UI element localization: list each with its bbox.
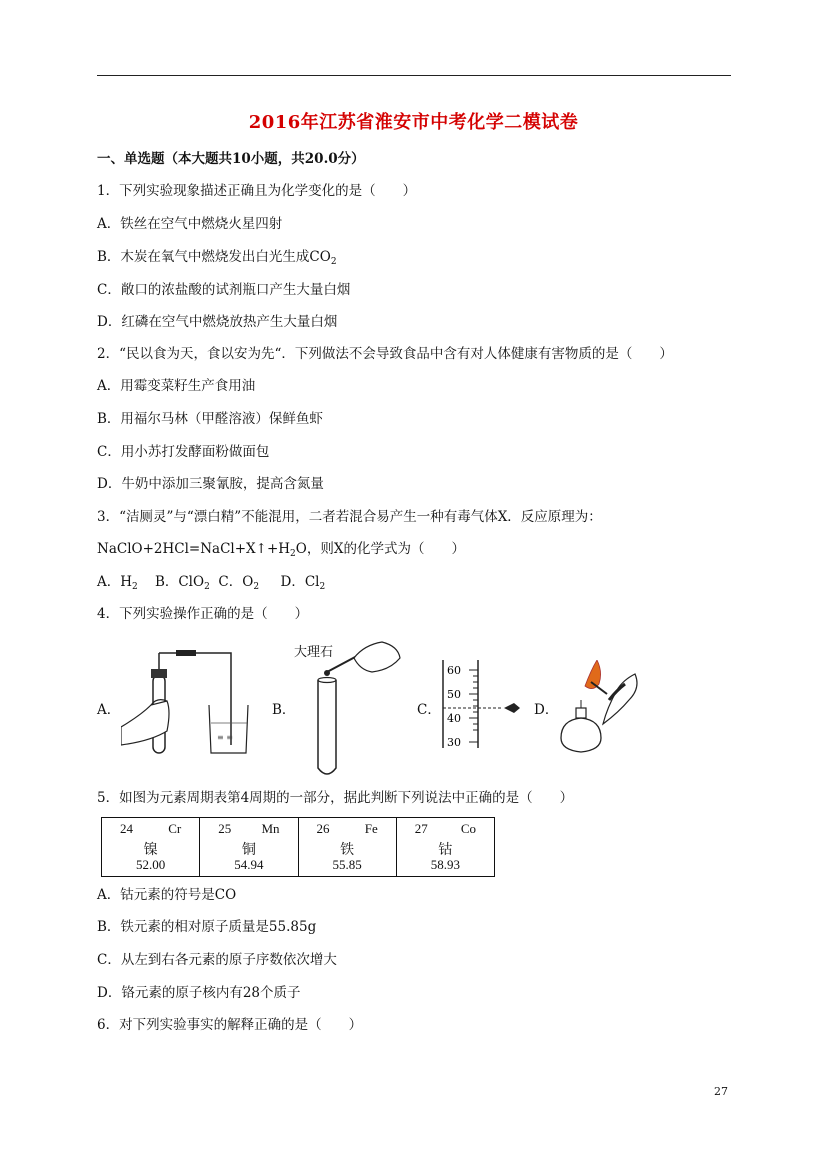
q3-option-b: B．ClO$_2$: [154, 574, 210, 592]
header-rule: [97, 75, 731, 76]
tick-label: 60: [447, 664, 461, 677]
marble-label: 大理石: [294, 645, 334, 660]
eye-icon: [504, 703, 520, 713]
page-title: 2016年江苏省淮安市中考化学二模试卷: [248, 112, 579, 133]
cylinder-ticks: [469, 670, 478, 742]
q3-option-a: A．$H_2$: [97, 574, 138, 592]
q5-option-d: D．铬元素的原子核内有28个质子: [97, 985, 301, 1001]
q4-label-a: A．: [97, 702, 121, 718]
q2-option-a: A．用霉变菜籽生产食用油: [97, 378, 256, 394]
q5-stem: 5．如图为元素周期表第4周期的一部分，据此判断下列说法中正确的是（ ）: [97, 790, 574, 806]
q3-option-c: C．$O_2$: [218, 574, 260, 592]
q3-stem: 3．“洁厕灵”与“漂白精”不能混用，二者若混合易产生一种有毒气体X．反应原理为：: [97, 509, 602, 525]
periodic-table-excerpt: [101, 817, 495, 877]
airtightness-check-figure: [121, 645, 251, 760]
graduated-cylinder-figure: [442, 660, 532, 750]
element-cell: 24 Cr 镍 52.00: [102, 818, 200, 876]
section-heading: 一、单选题（本大题共10小题，共20.0分）: [97, 151, 365, 167]
q2-stem: 2．“民以食为天，食以安为先“．下列做法不会导致食品中含有对人体健康有害物质的是（ ）: [97, 346, 673, 362]
q1-option-d: D．红磷在空气中燃烧放热产生大量白烟: [97, 314, 338, 330]
element-cell: 25 Mn 铜 54.94: [200, 818, 298, 876]
q1-stem: 1．下列实验现象描述正确且为化学变化的是（ ）: [97, 183, 417, 199]
q3-option-d: D．$Cl_2$: [280, 574, 326, 592]
q5-option-a: A．钴元素的符号是CO: [97, 887, 237, 903]
q2-option-b: B．用福尔马林（甲醛溶液）保鲜鱼虾: [97, 411, 323, 427]
element-cell: 27 Co 钴 58.93: [414, 821, 476, 872]
tick-label: 30: [447, 736, 461, 749]
q4-stem: 4．下列实验操作正确的是（ ）: [97, 606, 309, 622]
svg-text:≡ ≡: ≡ ≡: [217, 733, 233, 742]
q2-option-d: D．牛奶中添加三聚氰胺，提高含氮量: [97, 476, 324, 492]
q5-option-c: C．从左到右各元素的原子序数依次增大: [97, 952, 337, 968]
tick-label: 40: [447, 712, 461, 725]
q2-option-c: C．用小苏打发酵面粉做面包: [97, 444, 270, 460]
q3-equation: $NaClO+2HCl=NaCl+X↑+H_2O$，则X的化学式为（ ）: [97, 541, 465, 559]
q3-options: [97, 573, 325, 596]
q1-option-a: A．铁丝在空气中燃烧火星四射: [97, 216, 283, 232]
q4-label-c: C．: [417, 702, 441, 718]
alcohol-lamp-figure: [557, 660, 642, 755]
page-number: 27: [714, 1085, 728, 1098]
q6-stem: 6．对下列实验事实的解释正确的是（ ）: [97, 1017, 363, 1033]
q4-label-d: D．: [534, 702, 559, 718]
q5-option-b: B．铁元素的相对原子质量是55.85g: [97, 919, 317, 935]
q4-figures: [97, 640, 657, 780]
q1-option-c: C．敞口的浓盐酸的试剂瓶口产生大量白烟: [97, 282, 351, 298]
q1-option-b: B．木炭在氧气中燃烧发出白光生成$CO_2$: [97, 249, 337, 267]
tick-label: 50: [447, 688, 461, 701]
marble-test-tube-figure: [292, 640, 402, 780]
element-cell: 26 Fe 铁 55.85: [299, 818, 397, 876]
q4-label-b: B．: [272, 702, 296, 718]
